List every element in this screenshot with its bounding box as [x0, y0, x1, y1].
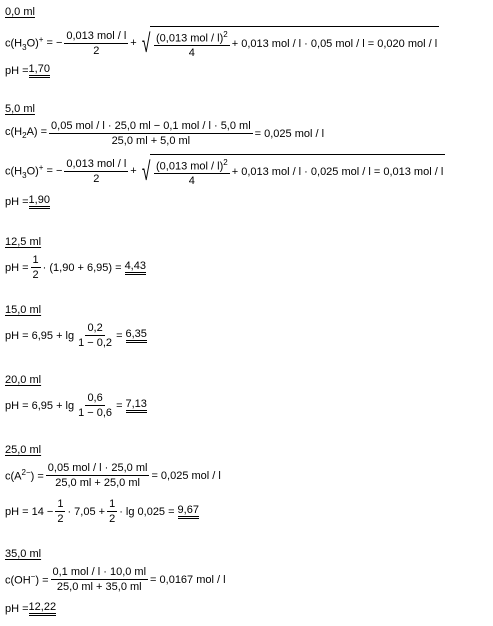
ph-value: 7,13: [126, 398, 147, 413]
ph-value: 4,43: [125, 260, 146, 275]
ph-value: 1,70: [29, 63, 50, 78]
h3o-equation-0ml: $c(H_3O)^+$ = − $\frac{\text{0,013 mol / l}}{2}$ + √ $\frac{(0,013 mol / l)^2}{4}$ + 0,013 mol / l · 0,05 mol / l = 0,020 mol / l: [5, 28, 438, 60]
h2a-equation-5ml: $c(H_2A)$ = $\frac{\text{0,05 mol / l · 25,0 ml − 0,1 mol / l · 5,0 ml}}{25,0 ml + 5,0 ml}$ = 0,025 mol / l: [5, 120, 325, 147]
ph-result-0ml: pH = 1,70: [5, 63, 50, 77]
fraction: $\frac{\text{0,013 mol / l}}{2}$: [66, 157, 127, 185]
section-header-15ml: 15,0 ml: [5, 304, 42, 316]
ph-result-35ml: pH = 12,22: [5, 601, 57, 615]
ph-value: 12,22: [29, 601, 57, 616]
section-header-35ml: 35,0 ml: [5, 548, 42, 560]
a2-equation-25ml: $c(A^{2-})$ = $\frac{\text{0,05 mol / l · 25,0 ml}}{25,0 ml + 25,0 ml}$ = 0,025 mol / l: [5, 462, 221, 489]
ph-equation-20ml: pH = 6,95 + lg $\frac{0,6}{1 - 0,6}$ = 7,13: [5, 392, 147, 419]
ph-value: 1,90: [29, 194, 50, 209]
square-root: √ $\frac{(0,013 mol / l)^2}{4}$ + 0,013 mol / l · 0,025 mol / l = 0,013 mol / l: [141, 156, 444, 188]
lhs: $c(H_3O)^+$: [5, 34, 44, 52]
ph-equation-15ml: pH = 6,95 + lg $\frac{0,2}{1 - 0,2}$ = 6,35: [5, 322, 147, 349]
ph-equation-12-5ml: pH = $\frac{1}{2}$ · (1,90 + 6,95) = 4,43: [5, 254, 146, 281]
ph-value: 9,67: [178, 504, 199, 519]
ph-result-5ml: pH = 1,90: [5, 194, 50, 208]
square-root: √ $\frac{(0,013 mol / l)^2}{4}$ + 0,013 mol / l · 0,05 mol / l = 0,020 mol / l: [141, 28, 438, 60]
section-header-20ml: 20,0 ml: [5, 374, 42, 386]
fraction: $\frac{\text{0,013 mol / l}}{2}$: [66, 29, 127, 57]
section-header-5ml: 5,0 ml: [5, 103, 35, 115]
oh-equation-35ml: c(OH−) = $\frac{\text{0,1 mol / l · 10,0 ml}}{25,0 ml + 35,0 ml}$ = 0,0167 mol / l: [5, 566, 226, 593]
section-header-25ml: 25,0 ml: [5, 444, 42, 456]
ph-equation-25ml: pH = 14 − $\frac{1}{2}$ · 7,05 + $\frac{1}{2}$ · lg 0,025 = 9,67: [5, 498, 199, 525]
section-header-12-5ml: 12,5 ml: [5, 236, 42, 248]
section-header-0ml: 0,0 ml: [5, 6, 35, 18]
h3o-equation-5ml: $c(H_3O)^+$ = − $\frac{\text{0,013 mol / l}}{2}$ + √ $\frac{(0,013 mol / l)^2}{4}$ + 0,013 mol / l · 0,025 mol / l = 0,013 mol / l: [5, 156, 444, 188]
ph-value: 6,35: [126, 328, 147, 343]
fraction: $\frac{\text{0,05 mol / l · 25,0 ml − 0,1 mol / l · 5,0 ml}}{25,0 ml + 5,0 ml}$: [51, 120, 251, 147]
